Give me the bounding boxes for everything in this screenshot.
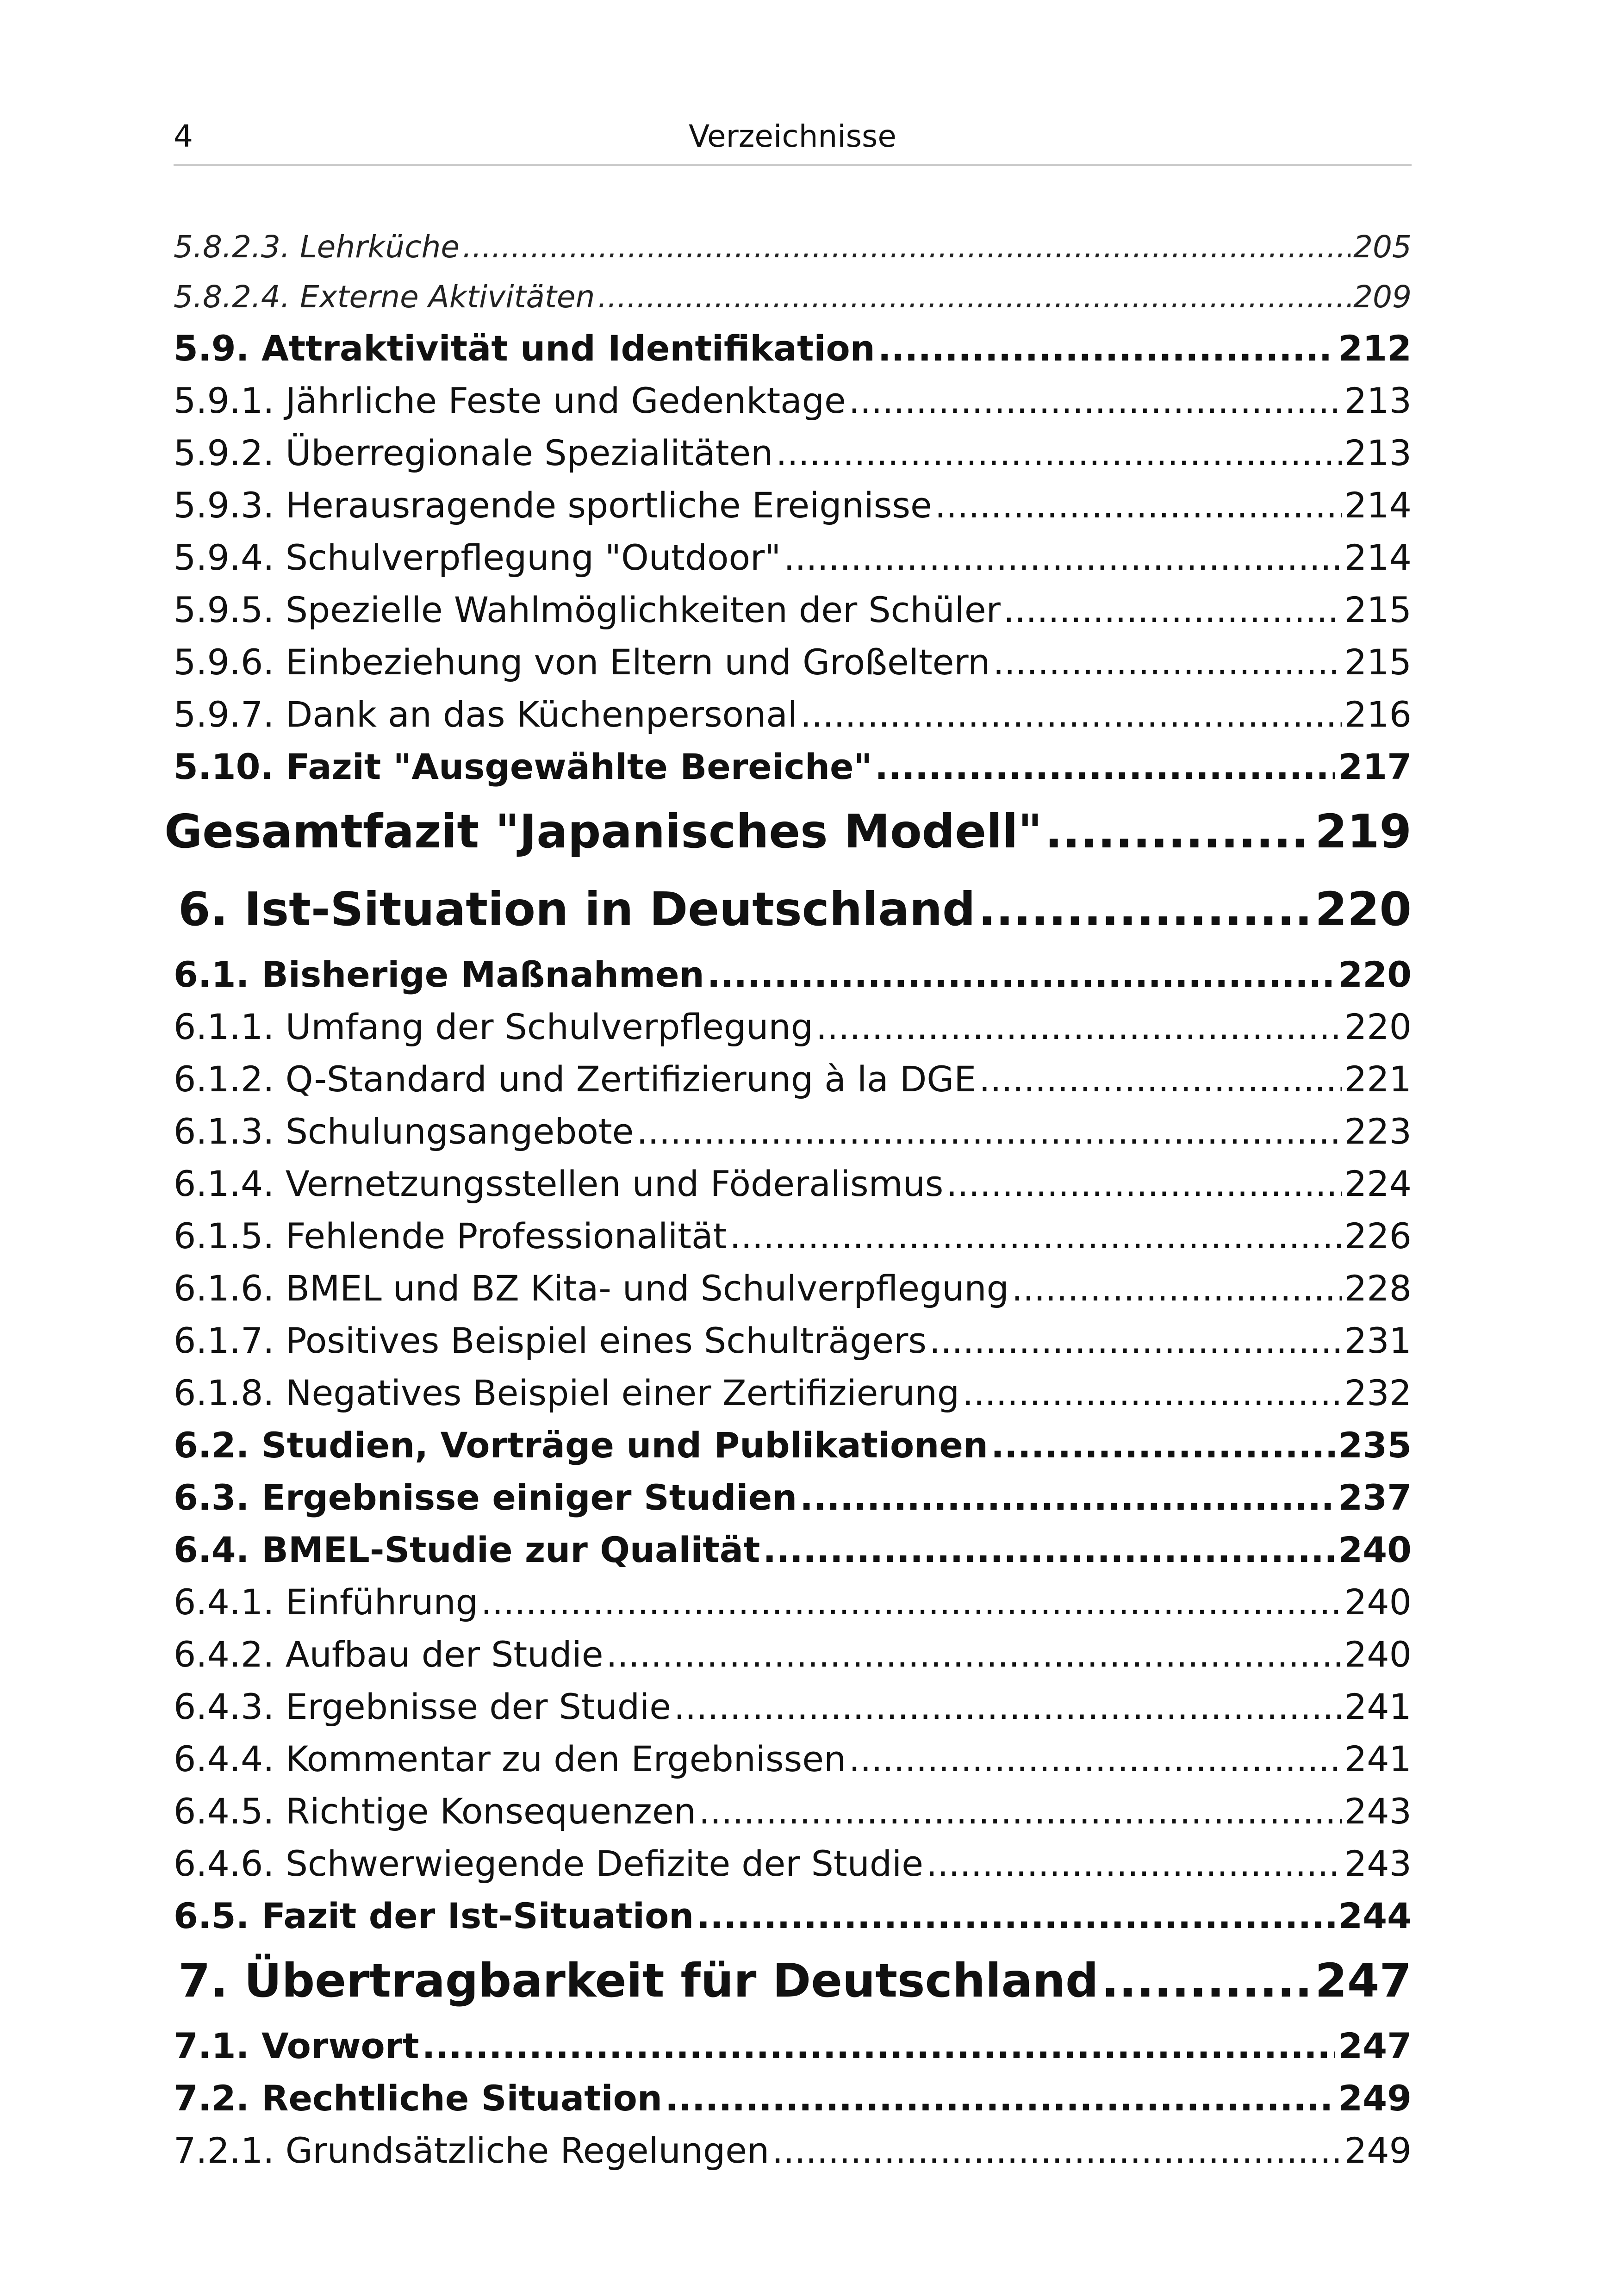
toc-entry-page-number: 249 — [1338, 2078, 1412, 2119]
toc-entry[interactable] — [174, 1471, 1412, 1524]
toc-entry-page-number: 217 — [1338, 746, 1412, 787]
toc-entry-page-number: 243 — [1344, 1843, 1412, 1884]
toc-entry-page-number: 226 — [1344, 1215, 1412, 1257]
toc-entry[interactable] — [174, 1890, 1412, 1942]
toc-entry-page-number: 214 — [1344, 485, 1412, 526]
dot-leader — [1003, 584, 1342, 636]
dot-leader — [935, 479, 1342, 531]
toc-entry[interactable] — [174, 948, 1412, 1001]
toc-entry-title: 7.2.1. Grundsätzliche Regelungen — [174, 2130, 770, 2171]
toc-entry-page-number: 241 — [1344, 1686, 1412, 1727]
toc-entry-title: 7.2. Rechtliche Situation — [174, 2078, 662, 2119]
toc-entry-title: 5.9.7. Dank an das Küchenpersonal — [174, 694, 797, 735]
dot-leader — [875, 740, 1335, 793]
toc-entry-title: 6.4.5. Richtige Konsequenzen — [174, 1791, 696, 1832]
toc-entry-title: 5.10. Fazit "Ausgewählte Bereiche" — [174, 746, 872, 787]
toc-entry[interactable] — [174, 1628, 1412, 1680]
dot-leader — [665, 2072, 1335, 2124]
dot-leader — [707, 948, 1336, 1001]
toc-entry-page-number: 228 — [1344, 1268, 1412, 1309]
dot-leader — [729, 1210, 1342, 1262]
toc-entry-title: 6.1.6. BMEL und BZ Kita- und Schulverpflegung — [174, 1268, 1009, 1309]
toc-entry[interactable] — [174, 1262, 1412, 1314]
toc-entry-title: 6.1.1. Umfang der Schulverpflegung — [174, 1006, 813, 1047]
toc-entry-page-number: 212 — [1338, 328, 1412, 369]
toc-entry[interactable] — [174, 222, 1412, 272]
toc-entry[interactable] — [174, 1314, 1412, 1367]
toc-entry-page-number: 231 — [1344, 1320, 1412, 1361]
toc-entry-page-number: 214 — [1344, 537, 1412, 578]
dot-leader — [849, 374, 1342, 427]
toc-entry-title: 6.4. BMEL-Studie zur Qualität — [174, 1529, 760, 1570]
toc-entry[interactable] — [164, 793, 1412, 871]
toc-entry-page-number: 213 — [1344, 432, 1412, 473]
dot-leader — [784, 531, 1342, 584]
dot-leader — [763, 1524, 1335, 1576]
toc-entry-page-number: 216 — [1344, 694, 1412, 735]
toc-entry-title: 6.2. Studien, Vorträge und Publikationen — [174, 1425, 988, 1466]
toc-entry-page-number: 221 — [1344, 1058, 1412, 1100]
toc-entry-page-number: 209 — [1353, 279, 1412, 315]
toc-entry[interactable] — [174, 688, 1412, 740]
toc-entry[interactable] — [174, 1785, 1412, 1837]
toc-entry-title: 5.8.2.3. Lehrküche — [174, 229, 460, 265]
toc-entry-page-number: 249 — [1344, 2130, 1412, 2171]
toc-entry-title: 6.1.2. Q-Standard und Zertifizierung à la DGE — [174, 1058, 977, 1100]
dot-leader — [800, 688, 1342, 740]
toc-entry-title: 6.4.6. Schwerwiegende Defizite der Studie — [174, 1843, 924, 1884]
toc-entry-title: 6.1.8. Negatives Beispiel einer Zertifizierung — [174, 1372, 960, 1413]
toc-entry[interactable] — [174, 1210, 1412, 1262]
toc-entry-title: 6.1.3. Schulungsangebote — [174, 1111, 634, 1152]
toc-entry[interactable] — [174, 322, 1412, 374]
dot-leader — [636, 1105, 1342, 1157]
toc-entry-page-number: 219 — [1315, 804, 1412, 859]
toc-entry[interactable] — [174, 2072, 1412, 2124]
toc-entry[interactable] — [174, 1053, 1412, 1105]
toc-entry-title: 6.1.4. Vernetzungsstellen und Föderalismus — [174, 1163, 944, 1204]
dot-leader — [699, 1785, 1342, 1837]
toc-entry[interactable] — [174, 2020, 1412, 2072]
dot-leader — [816, 1001, 1342, 1053]
toc-entry-page-number: 247 — [1315, 1954, 1412, 2008]
toc-entry-title: 7.1. Vorwort — [174, 2025, 419, 2066]
toc-entry-page-number: 220 — [1344, 1006, 1412, 1047]
toc-entry-page-number: 243 — [1344, 1791, 1412, 1832]
dot-leader — [946, 1157, 1342, 1210]
toc-entry-page-number: 224 — [1344, 1163, 1412, 1204]
page-number: 4 — [174, 118, 193, 154]
toc-entry[interactable] — [174, 1942, 1412, 2020]
page-header — [174, 113, 1412, 166]
toc-entry-title: 5.9.6. Einbeziehung von Eltern und Großeltern — [174, 641, 990, 683]
dot-leader — [929, 1314, 1342, 1367]
toc-entry-title: 6.4.3. Ergebnisse der Studie — [174, 1686, 671, 1727]
toc-entry[interactable] — [174, 1733, 1412, 1785]
dot-leader — [776, 427, 1342, 479]
toc-entry[interactable] — [174, 636, 1412, 688]
toc-entry-title: 6.4.2. Aufbau der Studie — [174, 1634, 604, 1675]
toc-entry[interactable] — [174, 427, 1412, 479]
dot-leader — [1101, 1942, 1313, 2020]
toc-entry[interactable] — [174, 871, 1412, 948]
toc-entry[interactable] — [174, 1001, 1412, 1053]
toc-entry-page-number: 241 — [1344, 1738, 1412, 1780]
toc-entry-title: 5.9. Attraktivität und Identifikation — [174, 328, 875, 369]
toc-entry[interactable] — [174, 1157, 1412, 1210]
toc-entry[interactable] — [174, 1105, 1412, 1157]
toc-entry-title: 5.9.2. Überregionale Spezialitäten — [174, 432, 773, 473]
toc-entry-title: 6.3. Ergebnisse einiger Studien — [174, 1477, 797, 1518]
dot-leader — [674, 1680, 1342, 1733]
dot-leader — [800, 1471, 1335, 1524]
toc-entry-page-number: 213 — [1344, 380, 1412, 421]
toc-entry-page-number: 205 — [1353, 229, 1412, 265]
toc-entry-page-number: 240 — [1344, 1634, 1412, 1675]
toc-entry-page-number: 240 — [1338, 1529, 1412, 1570]
toc-entry[interactable] — [174, 1419, 1412, 1471]
toc-entry-title: 5.8.2.4. Externe Aktivitäten — [174, 279, 595, 315]
toc-entry-page-number: 244 — [1338, 1895, 1412, 1936]
dot-leader — [422, 2020, 1336, 2072]
toc-entry-title: 5.9.1. Jährliche Feste und Gedenktage — [174, 380, 846, 421]
toc-entry[interactable] — [174, 1680, 1412, 1733]
toc-entry[interactable] — [174, 374, 1412, 427]
toc-entry-title: 6.5. Fazit der Ist-Situation — [174, 1895, 694, 1936]
dot-leader — [991, 1419, 1335, 1471]
toc-entry[interactable] — [174, 584, 1412, 636]
toc-entry-page-number: 215 — [1344, 589, 1412, 630]
dot-leader — [1012, 1262, 1342, 1314]
dot-leader — [849, 1733, 1342, 1785]
toc-entry[interactable] — [174, 1837, 1412, 1890]
toc-entry-page-number: 220 — [1315, 882, 1412, 936]
toc-entry-title: 6. Ist-Situation in Deutschland — [178, 882, 976, 936]
toc-entry-page-number: 237 — [1338, 1477, 1412, 1518]
dot-leader — [962, 1367, 1342, 1419]
toc-entry-title: 6.4.4. Kommentar zu den Ergebnissen — [174, 1738, 846, 1780]
dot-leader — [462, 222, 1350, 272]
toc-entry[interactable] — [174, 479, 1412, 531]
toc-entry-title: 5.9.4. Schulverpflegung "Outdoor" — [174, 537, 781, 578]
toc-entry-title: 7. Übertragbarkeit für Deutschland — [178, 1954, 1099, 2008]
dot-leader — [978, 871, 1313, 948]
dot-leader — [878, 322, 1336, 374]
toc-entry-page-number: 220 — [1338, 954, 1412, 995]
toc-entry[interactable] — [174, 1576, 1412, 1628]
toc-entry[interactable] — [174, 1524, 1412, 1576]
toc-entry-title: 5.9.3. Herausragende sportliche Ereignisse — [174, 485, 932, 526]
toc-entry[interactable] — [174, 272, 1412, 322]
toc-entry-title: 6.4.1. Einführung — [174, 1581, 478, 1623]
toc-entry-page-number: 235 — [1338, 1425, 1412, 1466]
toc-entry-page-number: 232 — [1344, 1372, 1412, 1413]
dot-leader — [926, 1837, 1342, 1890]
toc-entry-title: 6.1.7. Positives Beispiel eines Schulträgers — [174, 1320, 927, 1361]
dot-leader — [697, 1890, 1335, 1942]
running-title: Verzeichnisse — [688, 118, 896, 154]
dot-leader — [993, 636, 1341, 688]
toc-entry[interactable] — [174, 2124, 1412, 2177]
toc-entry[interactable] — [174, 740, 1412, 793]
toc-entry[interactable] — [174, 1367, 1412, 1419]
toc-entry-title: 6.1.5. Fehlende Professionalität — [174, 1215, 727, 1257]
dot-leader — [606, 1628, 1341, 1680]
toc-entry-page-number: 240 — [1344, 1581, 1412, 1623]
toc-entry-page-number: 215 — [1344, 641, 1412, 683]
toc-entry-page-number: 223 — [1344, 1111, 1412, 1152]
toc-entry-title: 6.1. Bisherige Maßnahmen — [174, 954, 704, 995]
toc-entry-title: Gesamtfazit "Japanisches Modell" — [164, 804, 1042, 859]
table-of-contents — [164, 222, 1412, 2177]
toc-entry-title: 5.9.5. Spezielle Wahlmöglichkeiten der Schüler — [174, 589, 1001, 630]
toc-entry-page-number: 247 — [1338, 2025, 1412, 2066]
dot-leader — [772, 2124, 1342, 2177]
dot-leader — [1045, 793, 1313, 871]
dot-leader — [481, 1576, 1342, 1628]
dot-leader — [979, 1053, 1342, 1105]
toc-entry[interactable] — [174, 531, 1412, 584]
dot-leader — [597, 272, 1350, 322]
